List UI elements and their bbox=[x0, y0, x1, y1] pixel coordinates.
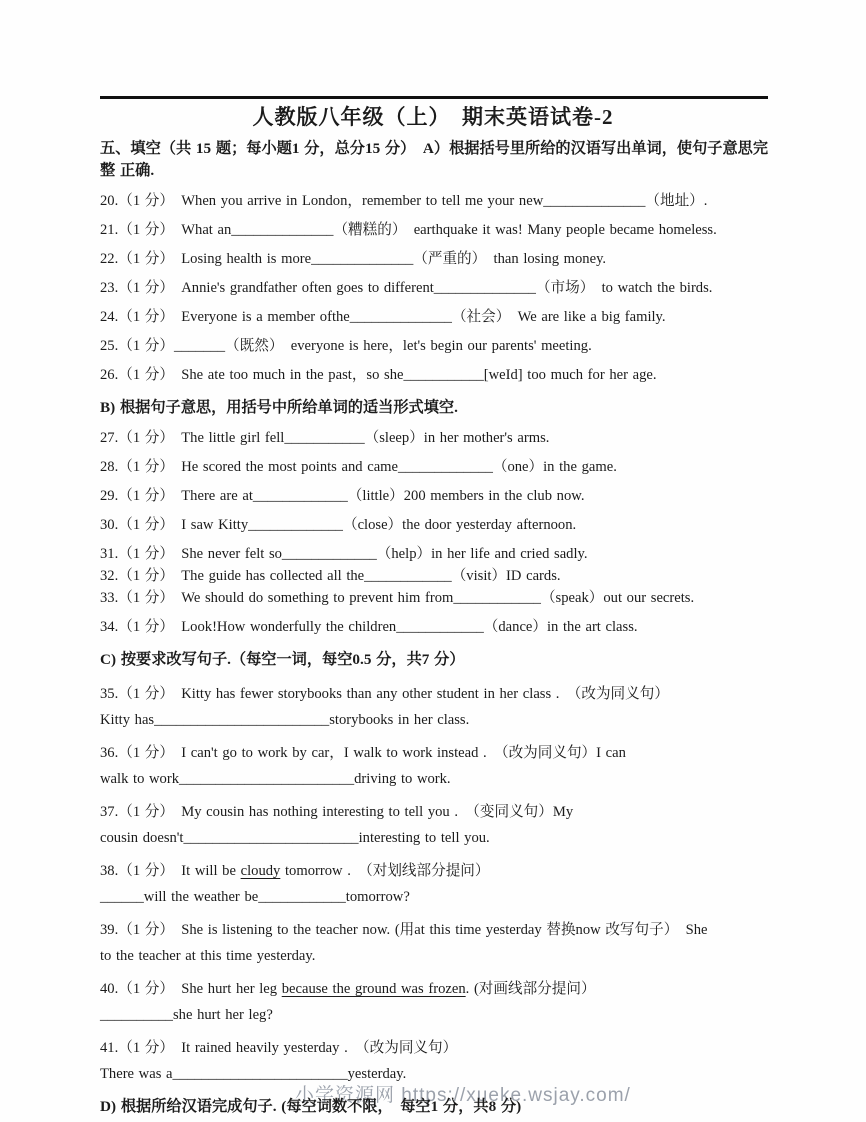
exam-line bbox=[100, 220, 772, 240]
exam-line bbox=[100, 1038, 772, 1058]
line-text: 21.（1 分） What an______________（糟糕的） earthquake it was! Many people became homeless. bbox=[100, 222, 717, 238]
exam-line bbox=[100, 588, 772, 608]
line-text: tomorrow . （对划线部分提问） bbox=[280, 863, 490, 879]
exam-line bbox=[100, 428, 772, 448]
line-text: 24.（1 分） Everyone is a member ofthe______________（社会） We are like a big family. bbox=[100, 309, 666, 325]
line-text: 25.（1 分）_______（既然） everyone is here，let's begin our parents' meeting. bbox=[100, 338, 592, 354]
exam-line bbox=[100, 307, 772, 327]
line-text: 27.（1 分） The little girl fell___________（sleep）in her mother's arms. bbox=[100, 430, 550, 446]
watermark: 小学资源网 https://xueke.wsjay.com/ bbox=[295, 1085, 631, 1106]
exam-line bbox=[100, 617, 772, 637]
exam-line bbox=[100, 979, 772, 999]
section-header bbox=[100, 649, 772, 671]
line-text: There was a________________________yesterday. bbox=[100, 1066, 407, 1082]
line-text: 五、填空（共 15 题；每小题1 分，总分15 分） A）根据括号里所给的汉语写出单词，使句子意思完整 正确. bbox=[100, 140, 769, 179]
line-text: 22.（1 分） Losing health is more______________（严重的） than losing money. bbox=[100, 251, 607, 267]
line-text: . (对画线部分提问） bbox=[465, 981, 596, 997]
line-text: Kitty has________________________storybooks in her class. bbox=[100, 712, 470, 728]
section-header bbox=[100, 397, 772, 419]
exam-line bbox=[100, 861, 772, 881]
section-header bbox=[100, 138, 772, 182]
exam-line bbox=[100, 887, 772, 907]
exam-line bbox=[100, 544, 772, 564]
exam-line bbox=[100, 278, 772, 298]
exam-line bbox=[100, 336, 772, 356]
line-text: 28.（1 分） He scored the most points and came_____________（one）in the game. bbox=[100, 459, 617, 475]
exam-line bbox=[100, 828, 772, 848]
exam-line bbox=[100, 191, 772, 211]
exam-line bbox=[100, 743, 772, 763]
exam-line bbox=[100, 920, 772, 940]
line-text: 30.（1 分） I saw Kitty_____________（close）the door yesterday afternoon. bbox=[100, 517, 577, 533]
page-title: 人教版八年级（上） 期末英语试卷-2 bbox=[252, 105, 614, 129]
line-text: D) 根据所给汉语完成句子. (每空词数不限， 每空1 分，共8 分) bbox=[100, 1098, 522, 1115]
question-list bbox=[100, 138, 772, 1118]
exam-line bbox=[100, 946, 772, 966]
line-text: cousin doesn't________________________interesting to tell you. bbox=[100, 830, 490, 846]
line-text: 26.（1 分） She ate too much in the past，so she___________[weId] too much for her age. bbox=[100, 367, 657, 383]
exam-line bbox=[100, 710, 772, 730]
exam-line bbox=[100, 249, 772, 269]
line-text: 29.（1 分） There are at_____________（little）200 members in the club now. bbox=[100, 488, 585, 504]
line-text: ______will the weather be____________tomorrow? bbox=[100, 889, 410, 905]
exam-line bbox=[100, 365, 772, 385]
exam-line bbox=[100, 684, 772, 704]
exam-line bbox=[100, 802, 772, 822]
line-text: walk to work________________________driving to work. bbox=[100, 771, 451, 787]
exam-line bbox=[100, 566, 772, 586]
line-text: B) 根据句子意思，用括号中所给单词的适当形式填空. bbox=[100, 399, 458, 416]
underlined-text: cloudy bbox=[240, 863, 281, 879]
exam-line bbox=[100, 1005, 772, 1025]
line-text: C) 按要求改写句子.（每空一词，每空0.5 分，共7 分） bbox=[100, 651, 465, 668]
line-text: 37.（1 分） My cousin has nothing interesting to tell you . （变同义句）My bbox=[100, 804, 574, 820]
line-text: 32.（1 分） The guide has collected all the____________（visit）ID cards. bbox=[100, 568, 561, 584]
top-rule bbox=[100, 96, 768, 99]
exam-line bbox=[100, 486, 772, 506]
exam-line bbox=[100, 1064, 772, 1084]
line-text: __________she hurt her leg? bbox=[100, 1007, 273, 1023]
line-text: 40.（1 分） She hurt her leg bbox=[100, 981, 282, 997]
line-text: 36.（1 分） I can't go to work by car，I walk to work instead . （改为同义句）I can bbox=[100, 745, 626, 761]
line-text: 23.（1 分） Annie's grandfather often goes to different______________（市场） to watch the birds. bbox=[100, 280, 713, 296]
line-text: 38.（1 分） It will be bbox=[100, 863, 241, 879]
underlined-text: because the ground was frozen bbox=[281, 981, 466, 997]
line-text: 35.（1 分） Kitty has fewer storybooks than any other student in her class . （改为同义句） bbox=[100, 686, 669, 702]
line-text: 34.（1 分） Look!How wonderfully the children____________（dance）in the art class. bbox=[100, 619, 638, 635]
line-text: to the teacher at this time yesterday. bbox=[100, 948, 316, 964]
line-text: 20.（1 分） When you arrive in London，remember to tell me your new______________（地址）. bbox=[100, 193, 708, 209]
section-header bbox=[100, 1096, 772, 1118]
line-text: 31.（1 分） She never felt so_____________（help）in her life and cried sadly. bbox=[100, 546, 588, 562]
exam-line bbox=[100, 515, 772, 535]
line-text: 39.（1 分） She is listening to the teacher now. (用at this time yesterday 替换now 改写句子） She bbox=[100, 922, 708, 938]
line-text: 33.（1 分） We should do something to prevent him from____________（speak）out our secrets. bbox=[100, 590, 695, 606]
exam-line bbox=[100, 769, 772, 789]
line-text: 41.（1 分） It rained heavily yesterday . （改为同义句） bbox=[100, 1040, 458, 1056]
exam-line bbox=[100, 457, 772, 477]
